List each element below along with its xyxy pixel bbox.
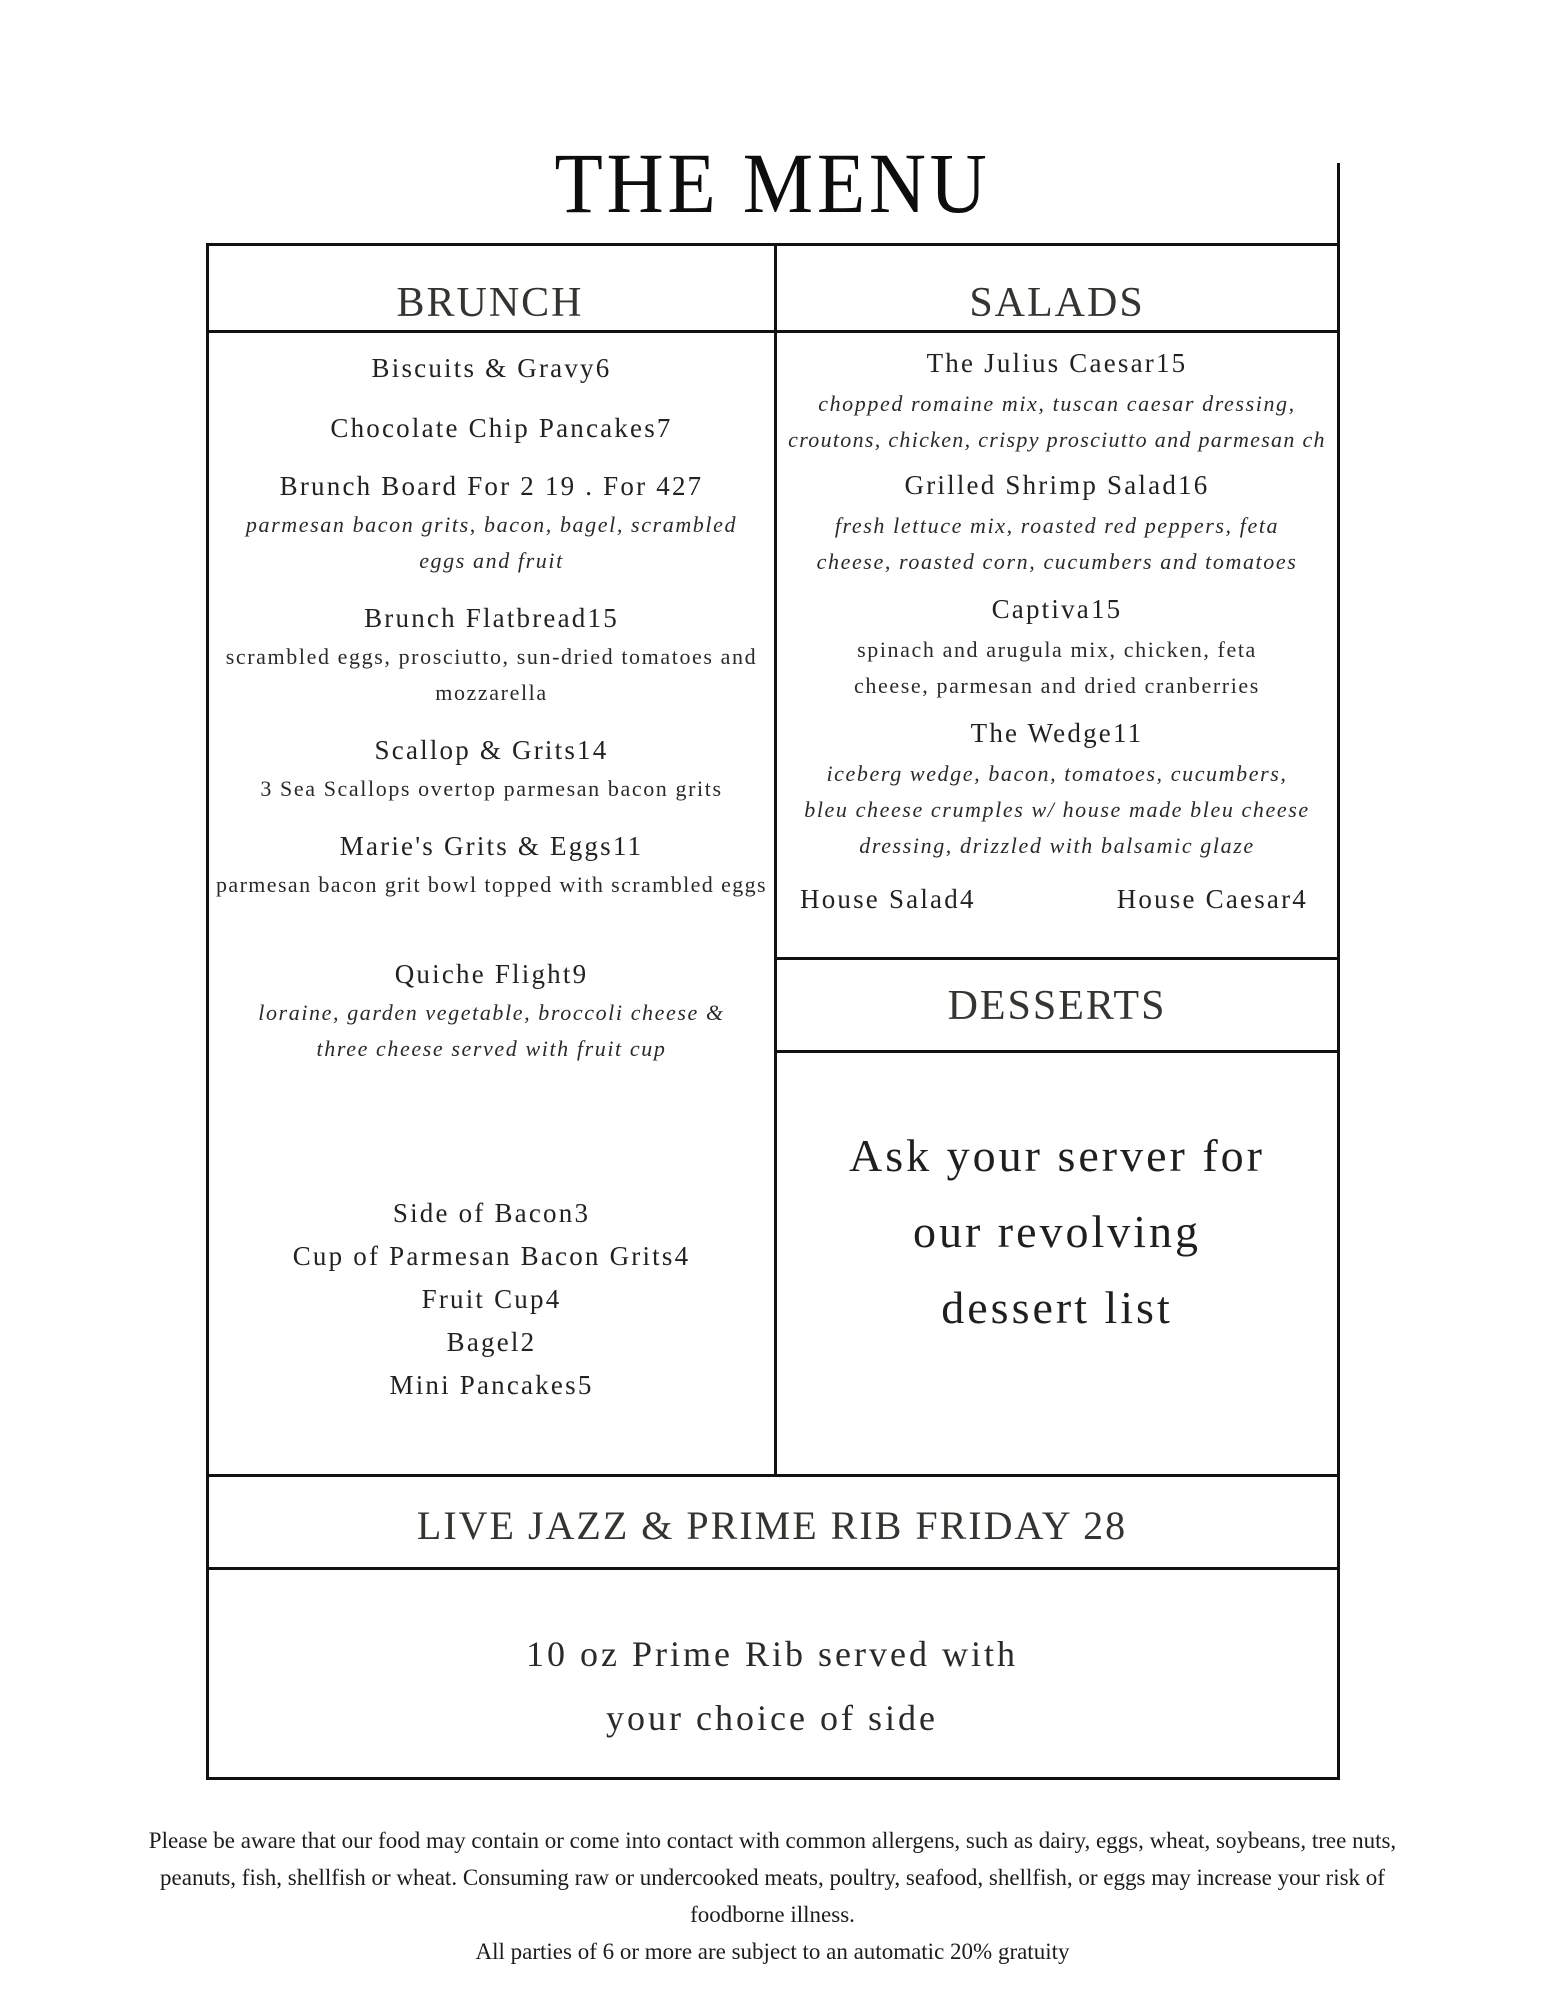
- brunch-column: [209, 355, 774, 1071]
- desserts-line: Ask your server for: [849, 1130, 1265, 1181]
- item-price: 6: [595, 353, 612, 383]
- columns-bottom-line: [206, 1474, 1338, 1477]
- salads-column: [776, 350, 1338, 913]
- item-description: cheese, roasted corn, cucumbers and tomatoes: [816, 549, 1298, 574]
- frame-bottom-line: [206, 1777, 1340, 1780]
- item-price: 4: [545, 1284, 562, 1314]
- item-price: 27: [671, 471, 704, 501]
- item-name: Chocolate Chip Pancakes: [330, 413, 657, 443]
- desserts-line: our revolving: [912, 1206, 1202, 1257]
- item-price: 14: [577, 735, 609, 765]
- item-description: spinach and arugula mix, chicken, feta: [857, 637, 1257, 662]
- item-name: Grilled Shrimp Salad: [904, 470, 1179, 500]
- menu-item: [209, 415, 774, 473]
- special-description: [206, 1622, 1338, 1750]
- side-item: [209, 1372, 774, 1415]
- item-price: 11: [1112, 718, 1144, 748]
- item-name: The Julius Caesar: [926, 348, 1156, 378]
- allergen-notice-line: peanuts, fish, shellfish or wheat. Consuming raw or undercooked meats, poultry, seafood, shellfish, or eggs may increase your risk of: [160, 1865, 1385, 1890]
- special-header-line: [206, 1567, 1338, 1570]
- salads-heading: SALADS: [969, 280, 1145, 326]
- item-name: Marie's Grits & Eggs: [339, 831, 613, 861]
- item-name: Brunch Flatbread: [364, 603, 588, 633]
- item-price: 15: [587, 603, 619, 633]
- frame-top-line: [206, 243, 1338, 246]
- item-name: Fruit Cup: [421, 1284, 546, 1314]
- item-name: Cup of Parmesan Bacon Grits: [292, 1241, 675, 1271]
- item-description: parmesan bacon grit bowl topped with scrambled eggs: [216, 872, 767, 897]
- item-description: 3 Sea Scallops overtop parmesan bacon grits: [260, 776, 723, 801]
- item-name: The Wedge: [970, 718, 1113, 748]
- item-name: Brunch Board For 2 19 . For 4: [279, 471, 672, 501]
- item-price: 4: [674, 1241, 691, 1271]
- side-item: [209, 1200, 774, 1243]
- desserts-line: dessert list: [941, 1282, 1173, 1333]
- desserts-heading: DESSERTS: [947, 983, 1167, 1029]
- salads-bottom-line: [774, 957, 1338, 960]
- header-bottom-line: [206, 330, 1338, 333]
- special-heading: LIVE JAZZ & PRIME RIB FRIDAY 28: [416, 1503, 1128, 1548]
- menu-item: [776, 350, 1338, 472]
- item-name: Side of Bacon: [392, 1198, 575, 1228]
- footer-notice: [0, 1822, 1545, 1970]
- allergen-notice-line: foodborne illness.: [690, 1902, 855, 1927]
- item-price: 5: [577, 1370, 594, 1400]
- desserts-header-line: [774, 1050, 1338, 1053]
- desserts-message: [776, 1118, 1338, 1346]
- item-name: Quiche Flight: [394, 959, 573, 989]
- special-line: 10 oz Prime Rib served with: [526, 1634, 1018, 1674]
- menu-item: [209, 961, 774, 1071]
- side-item: [209, 1243, 774, 1286]
- item-description: croutons, chicken, crispy prosciutto and parmesan ch: [788, 427, 1326, 452]
- item-price: 4: [1292, 884, 1308, 914]
- item-price: 7: [656, 413, 673, 443]
- menu-item: [776, 596, 1338, 720]
- menu-title: THE MENU: [554, 135, 991, 231]
- item-price: 16: [1178, 470, 1210, 500]
- menu-item: [209, 355, 774, 415]
- item-name: House Salad: [800, 884, 960, 914]
- item-name: Mini Pancakes: [389, 1370, 578, 1400]
- item-name: Bagel: [446, 1327, 521, 1357]
- menu-item: [1117, 886, 1308, 913]
- gratuity-notice: All parties of 6 or more are subject to an automatic 20% gratuity: [475, 1939, 1070, 1964]
- menu-item: [209, 833, 774, 961]
- item-price: 4: [959, 884, 976, 914]
- item-price: 2: [520, 1327, 537, 1357]
- menu-item: [209, 605, 774, 737]
- item-description: iceberg wedge, bacon, tomatoes, cucumbers,: [826, 761, 1288, 786]
- item-description: bleu cheese crumples w/ house made bleu cheese: [804, 797, 1310, 822]
- item-name: Scallop & Grits: [374, 735, 578, 765]
- menu-item: [776, 472, 1338, 596]
- allergen-notice-line: Please be aware that our food may contain or come into contact with common allergens, such as dairy, eggs, wheat, soybeans, tree nuts,: [148, 1828, 1397, 1853]
- side-item: [209, 1329, 774, 1372]
- small-salads-row: [776, 886, 1338, 913]
- item-price: 11: [612, 831, 644, 861]
- item-price: 15: [1155, 348, 1188, 378]
- special-line: your choice of side: [606, 1698, 938, 1738]
- item-description: chopped romaine mix, tuscan caesar dressing,: [818, 391, 1296, 416]
- item-price: 3: [574, 1198, 591, 1228]
- item-price: 15: [1090, 594, 1123, 624]
- menu-item: [800, 886, 976, 913]
- item-description: parmesan bacon grits, bacon, bagel, scrambled eggs and fruit: [245, 512, 738, 573]
- side-item: [209, 1286, 774, 1329]
- item-description: cheese, parmesan and dried cranberries: [854, 673, 1260, 698]
- item-name: Captiva: [991, 594, 1091, 624]
- item-description: fresh lettuce mix, roasted red peppers, feta: [834, 513, 1280, 538]
- brunch-heading: BRUNCH: [396, 280, 584, 326]
- menu-item: [209, 737, 774, 833]
- item-name: House Caesar: [1116, 884, 1293, 914]
- item-price: 9: [572, 959, 589, 989]
- item-description: loraine, garden vegetable, broccoli cheese & three cheese served with fruit cup: [258, 1000, 725, 1061]
- item-name: Biscuits & Gravy: [371, 353, 596, 383]
- item-description: scrambled eggs, prosciutto, sun-dried tomatoes and mozzarella: [225, 644, 758, 705]
- menu-item: [776, 720, 1338, 886]
- item-description: dressing, drizzled with balsamic glaze: [859, 833, 1255, 858]
- sides-list: [209, 1200, 774, 1415]
- menu-item: [209, 473, 774, 605]
